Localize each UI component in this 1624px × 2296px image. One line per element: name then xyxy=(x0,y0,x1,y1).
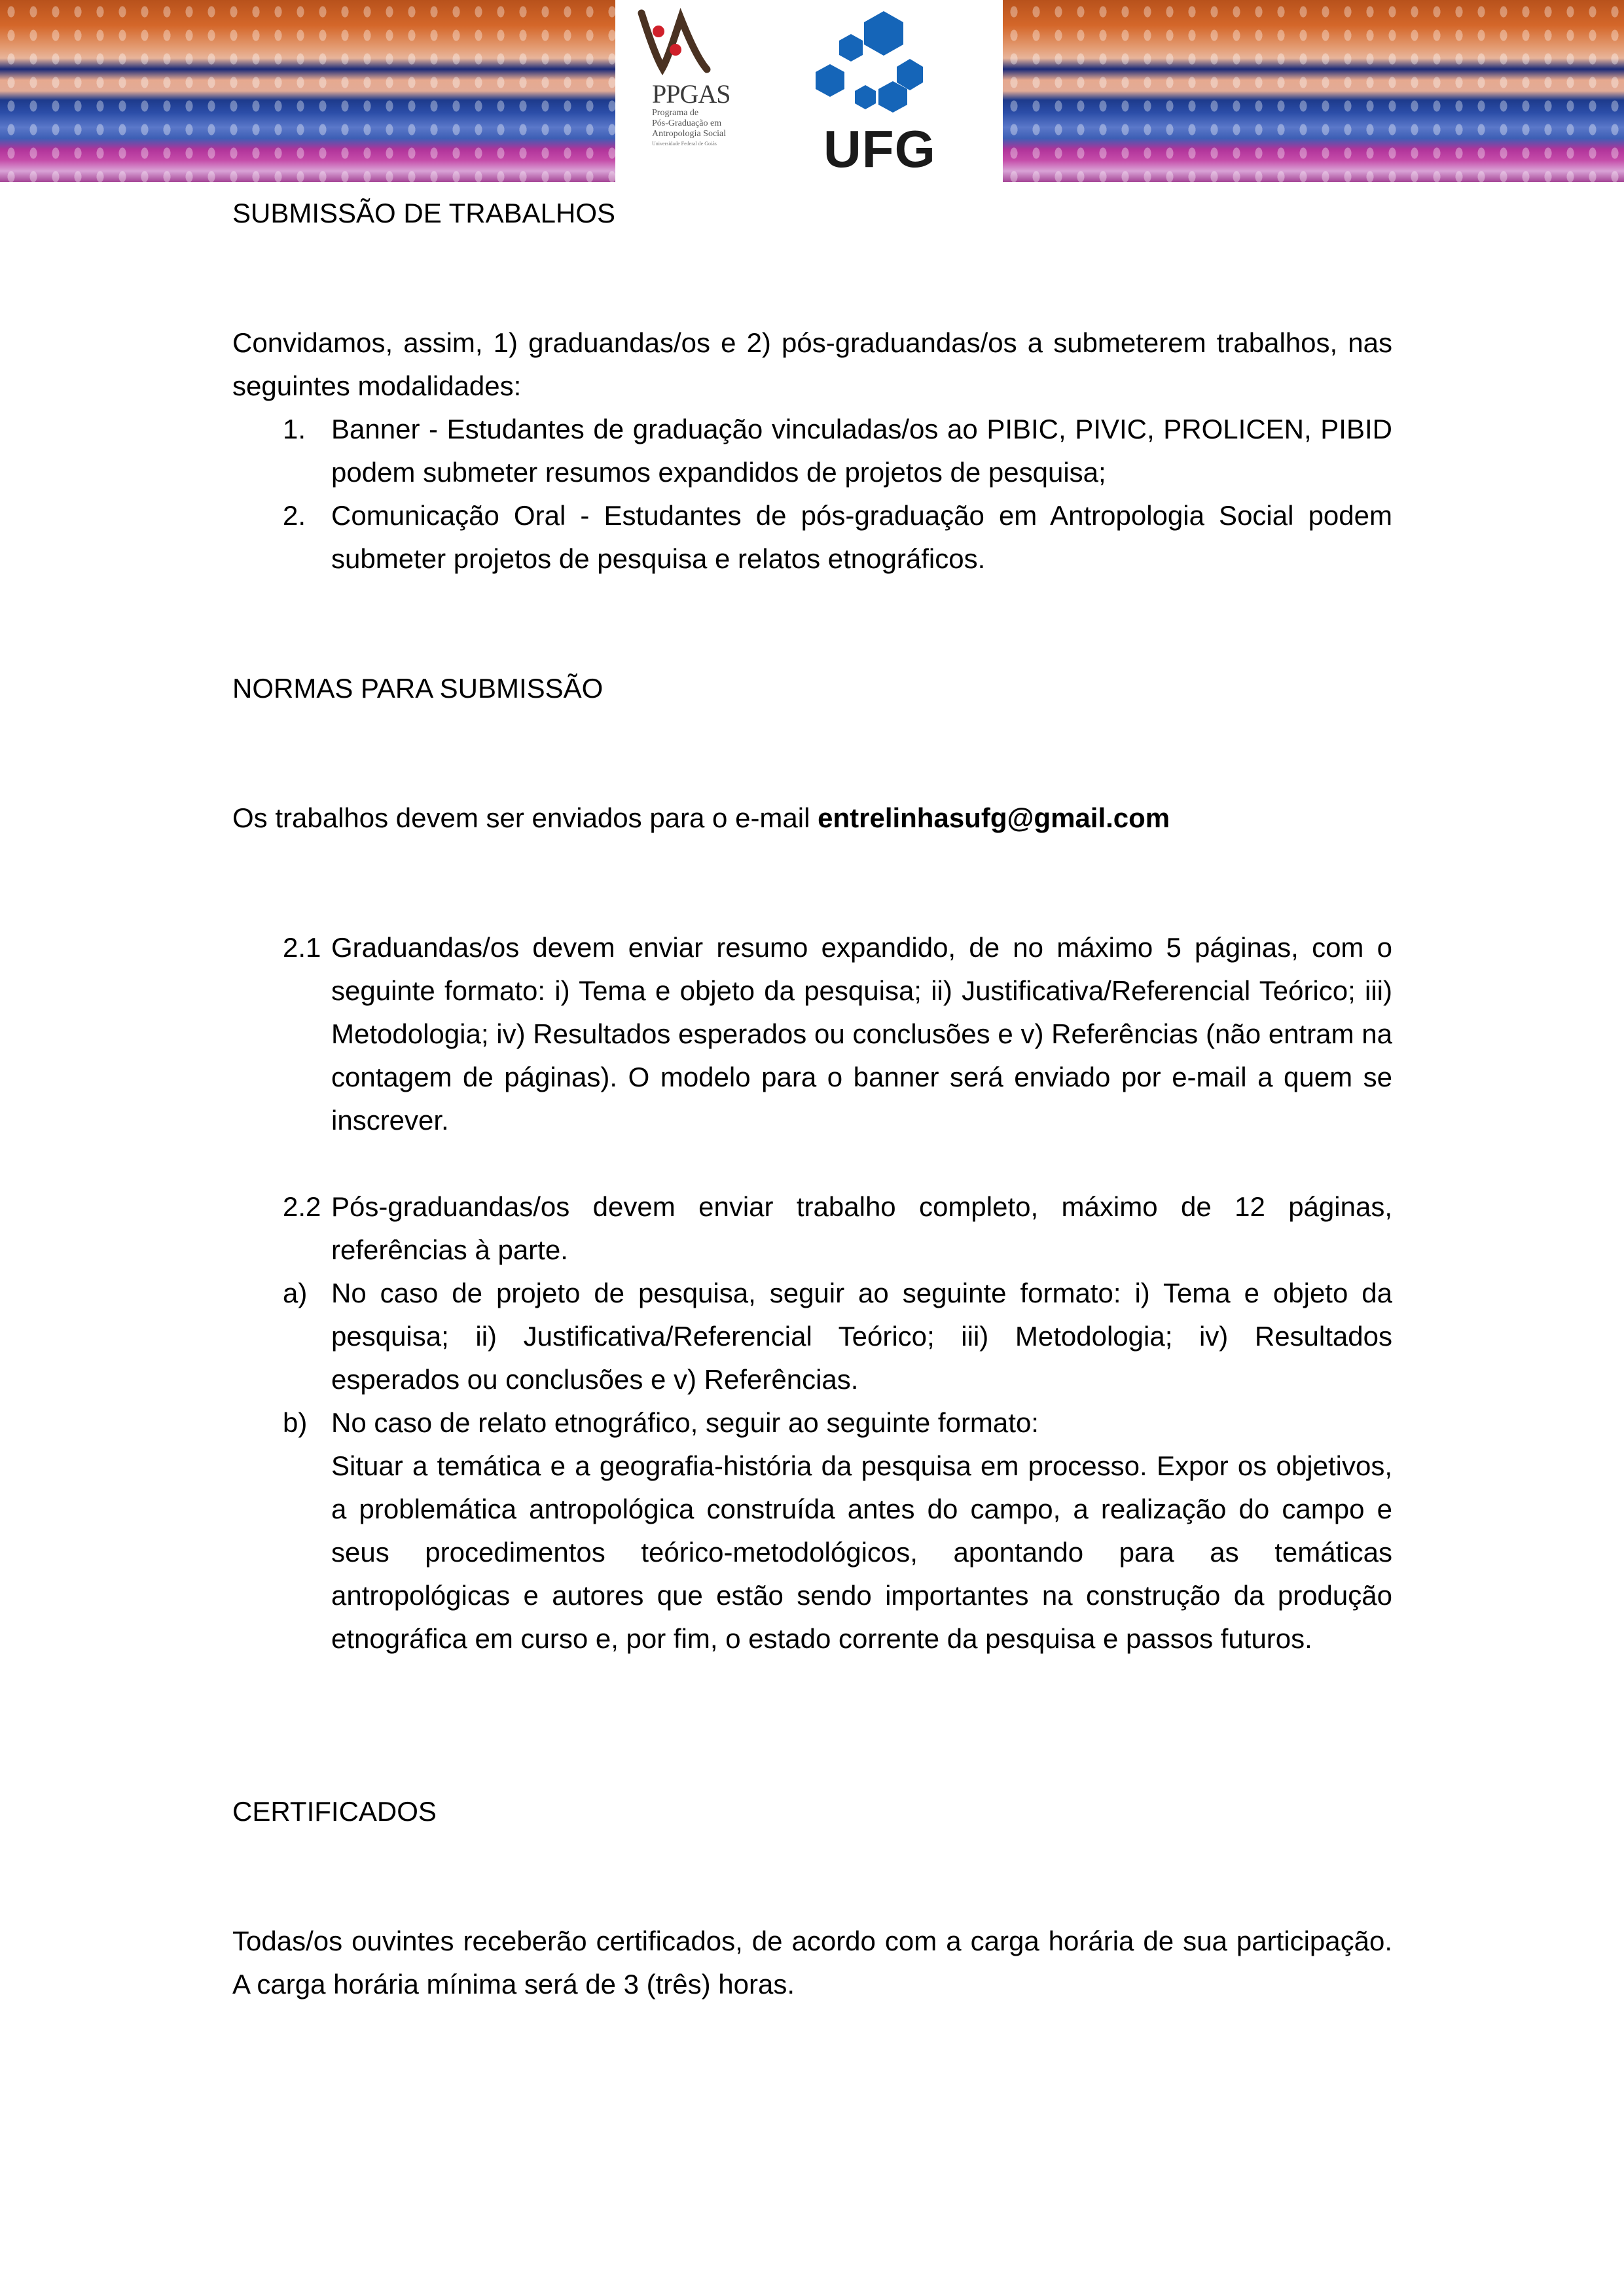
list-marker: 2. xyxy=(283,500,306,531)
woven-texture-image xyxy=(1003,0,1624,182)
ppgas-university: Universidade Federal de Goiás xyxy=(652,141,717,147)
hexagon xyxy=(839,34,863,62)
section-title-certificados: CERTIFICADOS xyxy=(232,1796,437,1827)
list-marker: a) xyxy=(283,1278,308,1308)
email-instruction xyxy=(232,797,1392,840)
hexagon xyxy=(864,11,903,56)
list-item-text: No caso de projeto de pesquisa, seguir ao seguinte formato: i) Tema e objeto da pesquisa; ii) Justificativa/Referencial Teórico; iii) Metodologia; iv) Resultados esperados ou conclusões e v) Referências. xyxy=(331,1278,1392,1395)
list-marker: 2.1 xyxy=(283,932,321,963)
ppgas-program-line: Programa de xyxy=(652,108,699,118)
list-item-text: No caso de relato etnográfico, seguir ao seguinte formato: xyxy=(331,1407,1039,1438)
list-item-2-1 xyxy=(283,926,1392,1142)
ppgas-acronym: PPGAS xyxy=(652,79,731,109)
section-title-normas: NORMAS PARA SUBMISSÃO xyxy=(232,673,604,704)
list-item-detail: Situar a temática e a geografia-história da pesquisa em processo. Expor os objetivos, a problemática antropológica construída antes do campo, a realização do campo e seus procedimentos teórico-metodológicos, apontando para as temáticas antropológicas e autores que estão sendo importantes na construção da produção etnográfica em curso e, por fim, o estado corrente da pesquisa e passos futuros. xyxy=(331,1450,1392,1654)
certificados-paragraph: Todas/os ouvintes receberão certificados, de acordo com a carga horária de sua participação. A carga horária mínima será de 3 (três) horas. xyxy=(232,1926,1392,2000)
ppgas-logo-icon xyxy=(635,5,713,81)
list-marker: 2.2 xyxy=(283,1191,321,1222)
list-marker: 1. xyxy=(283,414,306,444)
ufg-hexagon-logo-icon xyxy=(812,8,943,119)
ppgas-program-line: Antropologia Social xyxy=(652,129,727,139)
email-link[interactable]: entrelinhasufg@gmail.com xyxy=(818,802,1170,833)
document-body xyxy=(232,182,1392,2137)
list-item xyxy=(283,408,1392,494)
list-item-text: Comunicação Oral - Estudantes de pós-graduação em Antropologia Social podem submeter projetos de pesquisa e relatos etnográficos. xyxy=(331,500,1392,574)
list-marker: b) xyxy=(283,1407,308,1438)
header-banner-left xyxy=(0,0,615,182)
list-item-text: Banner - Estudantes de graduação vinculadas/os ao PIBIC, PIVIC, PROLICEN, PIBID podem submeter resumos expandidos de projetos de pesquisa; xyxy=(331,414,1392,488)
email-instruction-text: Os trabalhos devem ser enviados para o e-mail xyxy=(232,802,818,833)
ppgas-logo xyxy=(635,5,799,147)
submissao-intro-paragraph: Convidamos, assim, 1) graduandas/os e 2) pós-graduandas/os a submeterem trabalhos, nas seguintes modalidades: xyxy=(232,327,1392,401)
list-item-2-2 xyxy=(283,1185,1392,1272)
list-item xyxy=(283,494,1392,581)
list-item-b xyxy=(283,1401,1392,1660)
hexagon xyxy=(855,85,876,109)
section-title-submissao: SUBMISSÃO DE TRABALHOS xyxy=(232,198,616,228)
list-item-a xyxy=(283,1272,1392,1401)
list-item-text: Pós-graduandas/os devem enviar trabalho completo, máximo de 12 páginas, referências à parte. xyxy=(331,1191,1392,1265)
header-banner-right xyxy=(1003,0,1624,182)
hexagon xyxy=(816,64,844,97)
ufg-acronym: UFG xyxy=(823,120,936,178)
page-header xyxy=(0,0,1624,182)
woven-texture-image xyxy=(0,0,615,182)
list-item-text: Graduandas/os devem enviar resumo expandido, de no máximo 5 páginas, com o seguinte formato: i) Tema e objeto da pesquisa; ii) Justificativa/Referencial Teórico; iii) Metodologia; iv) Resultados esperados ou conclusões e v) Referências (não entram na contagem de páginas). O modelo para o banner será enviado por e-mail a quem se inscrever. xyxy=(331,932,1392,1136)
header-logos xyxy=(615,0,1003,182)
ppgas-program-line: Pós-Graduação em xyxy=(652,118,722,128)
